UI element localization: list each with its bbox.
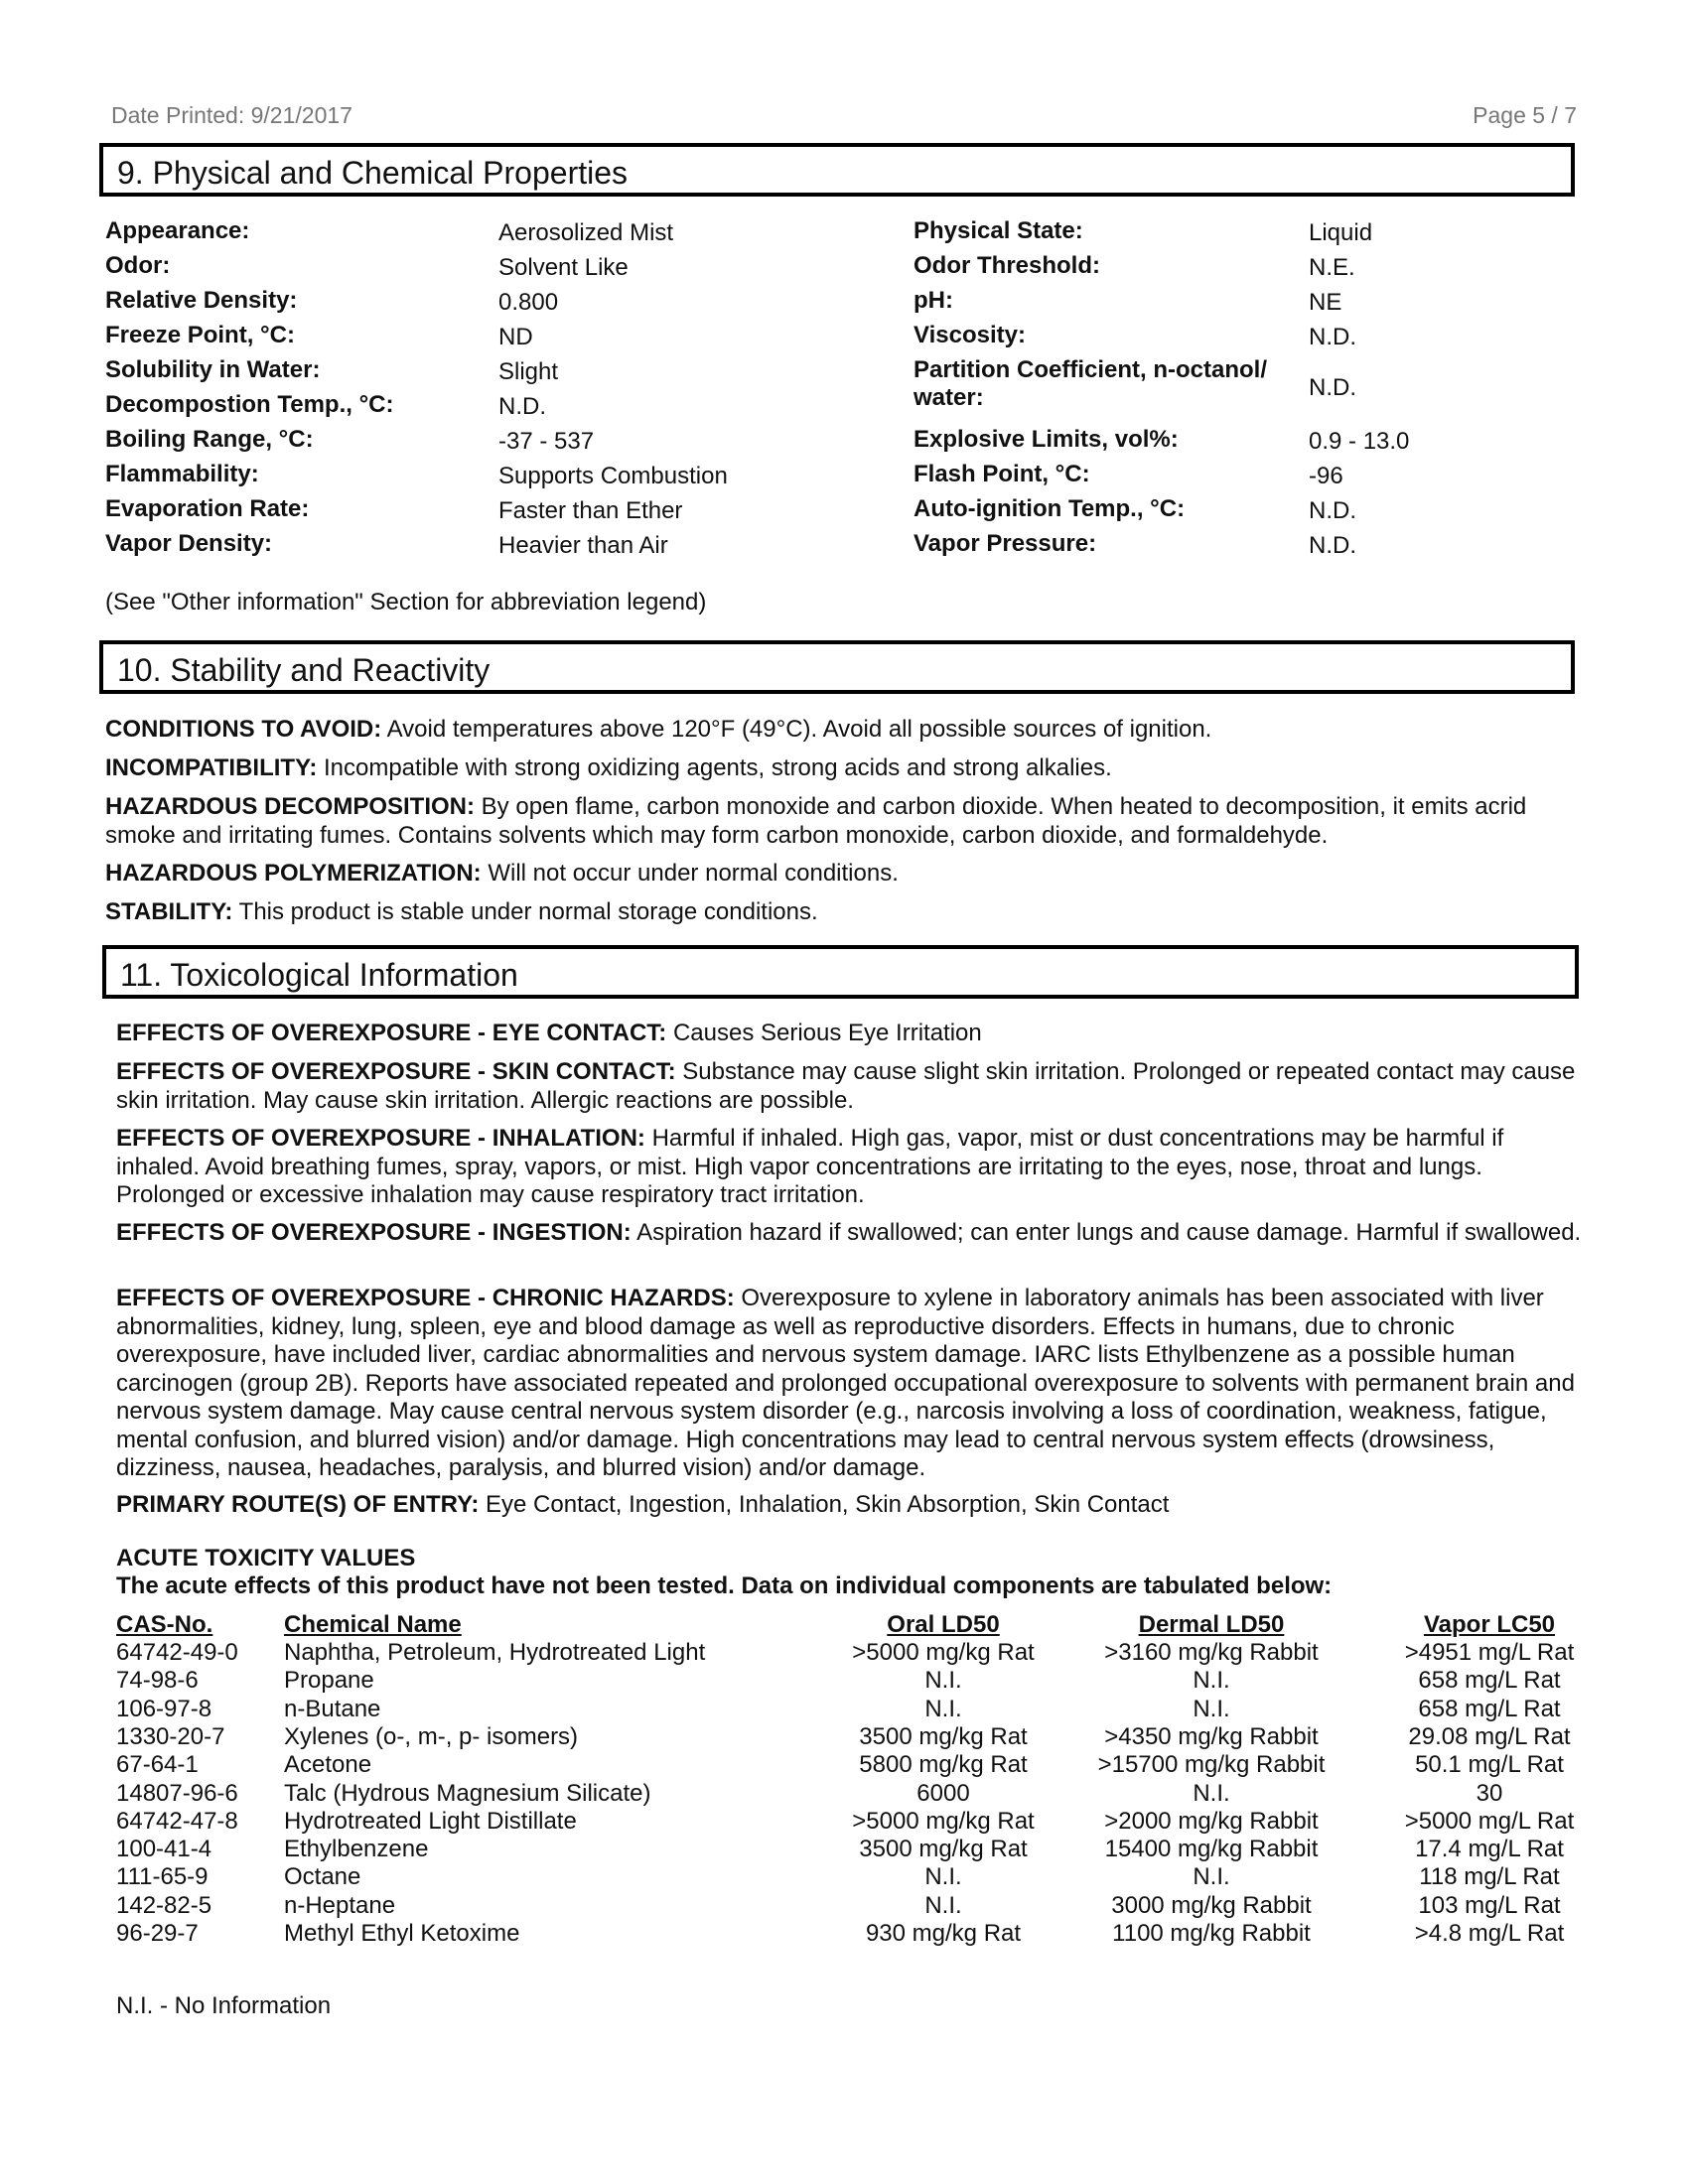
vapor-lc50-cell: 29.08 mg/L Rat bbox=[1408, 1722, 1571, 1750]
stability-item-label: HAZARDOUS DECOMPOSITION: bbox=[105, 793, 475, 820]
tox-item-label: EFFECTS OF OVEREXPOSURE - EYE CONTACT: bbox=[116, 1020, 667, 1046]
tox-item-label: EFFECTS OF OVEREXPOSURE - SKIN CONTACT: bbox=[116, 1058, 676, 1085]
chemical-name-cell: Ethylbenzene bbox=[284, 1836, 429, 1863]
oral-ld50-cell: >5000 mg/kg Rat bbox=[852, 1639, 1035, 1666]
tox-item bbox=[116, 1219, 1594, 1248]
cas-no-cell: 64742-49-0 bbox=[116, 1639, 238, 1666]
section-11-title: 11. Toxicological Information bbox=[120, 957, 518, 993]
chemical-name-cell: n-Butane bbox=[284, 1695, 381, 1722]
tox-item-text: Harmful if inhaled. High gas, vapor, mist or dust concentrations may be harmful if inhaled. Avoid breathing fumes, spray, vapors, or mist. High vapor concentrations are irritating to the eyes, nose, throat and lungs. Prolonged or excessive inhalation may cause respiratory tract irritation. bbox=[116, 1125, 1504, 1208]
vapor-lc50-cell: >4.8 mg/L Rat bbox=[1414, 1920, 1565, 1947]
tox-item bbox=[116, 1125, 1594, 1210]
tox-item bbox=[116, 1285, 1594, 1483]
tox-item bbox=[116, 1020, 1594, 1048]
prop-value: Liquid bbox=[1309, 219, 1373, 246]
tox-item-text: Aspiration hazard if swallowed; can enter lungs and cause damage. Harmful if swallowed. bbox=[631, 1219, 1582, 1246]
section-11-header bbox=[102, 945, 1579, 999]
chemical-name-cell: Hydrotreated Light Distillate bbox=[284, 1807, 577, 1835]
cas-no-cell: 111-65-9 bbox=[116, 1863, 209, 1891]
tox-item bbox=[116, 1058, 1594, 1115]
prop-value: 0.9 - 13.0 bbox=[1309, 428, 1410, 455]
vapor-lc50-cell: 30 bbox=[1476, 1779, 1503, 1807]
stability-item-text: Incompatible with strong oxidizing agents, strong acids and strong alkalies. bbox=[317, 754, 1112, 781]
chemical-name-cell: Methyl Ethyl Ketoxime bbox=[284, 1920, 520, 1947]
section-10-title: 10. Stability and Reactivity bbox=[117, 652, 491, 688]
prop-value: Solvent Like bbox=[498, 254, 629, 281]
acute-toxicity-subtitle: The acute effects of this product have not been tested. Data on individual components are tabulated below: bbox=[116, 1572, 1333, 1599]
oral-ld50-cell: >5000 mg/kg Rat bbox=[852, 1807, 1035, 1835]
dermal-ld50-cell: >15700 mg/kg Rabbit bbox=[1097, 1751, 1326, 1779]
stability-item bbox=[105, 898, 1595, 927]
abbreviation-note: (See "Other information" Section for abbreviation legend) bbox=[105, 589, 707, 615]
dermal-ld50-cell: N.I. bbox=[1193, 1779, 1230, 1807]
cas-no-cell: 74-98-6 bbox=[116, 1667, 199, 1695]
vapor-lc50-cell: 17.4 mg/L Rat bbox=[1415, 1836, 1564, 1863]
cas-no-cell: 14807-96-6 bbox=[116, 1779, 238, 1807]
stability-item bbox=[105, 793, 1595, 850]
prop-label: Appearance: bbox=[105, 217, 250, 244]
vapor-lc50-cell: 658 mg/L Rat bbox=[1418, 1695, 1561, 1722]
vapor-lc50-cell: 50.1 mg/L Rat bbox=[1415, 1751, 1564, 1779]
acute-toxicity-title: ACUTE TOXICITY VALUES bbox=[116, 1545, 416, 1571]
col-header-dermal: Dermal LD50 bbox=[1138, 1611, 1285, 1638]
prop-value: 0.800 bbox=[498, 289, 559, 316]
stability-item-text: By open flame, carbon monoxide and carbon dioxide. When heated to decomposition, it emits acrid smoke and irritating fumes. Contains solvents which may form carbon monoxide, carbon dioxide, and formaldehyde. bbox=[105, 793, 1527, 849]
tox-item-label: EFFECTS OF OVEREXPOSURE - INGESTION: bbox=[116, 1219, 632, 1246]
stability-item-label: CONDITIONS TO AVOID: bbox=[105, 716, 382, 743]
prop-value: N.D. bbox=[1309, 374, 1356, 401]
chemical-name-cell: Naphtha, Petroleum, Hydrotreated Light bbox=[284, 1639, 706, 1666]
tox-item-text: Eye Contact, Ingestion, Inhalation, Skin Absorption, Skin Contact bbox=[479, 1491, 1170, 1518]
oral-ld50-cell: 3500 mg/kg Rat bbox=[859, 1836, 1028, 1863]
cas-no-cell: 1330-20-7 bbox=[116, 1722, 225, 1750]
prop-value: N.D. bbox=[1309, 532, 1356, 559]
vapor-lc50-cell: 658 mg/L Rat bbox=[1418, 1667, 1561, 1695]
stability-item-text: Avoid temperatures above 120°F (49°C). Avoid all possible sources of ignition. bbox=[381, 716, 1212, 743]
stability-item-text: This product is stable under normal storage conditions. bbox=[232, 898, 818, 925]
section-9-title: 9. Physical and Chemical Properties bbox=[117, 155, 629, 191]
prop-label: Decompostion Temp., °C: bbox=[105, 391, 394, 418]
prop-label: Odor Threshold: bbox=[914, 252, 1100, 279]
prop-value: N.D. bbox=[1309, 324, 1356, 350]
col-header-vapor: Vapor LC50 bbox=[1423, 1611, 1556, 1638]
prop-label: Vapor Pressure: bbox=[914, 530, 1097, 557]
prop-label: Odor: bbox=[105, 252, 171, 279]
prop-label: Boiling Range, °C: bbox=[105, 426, 314, 453]
tox-item-text: Substance may cause slight skin irritation. Prolonged or repeated contact may cause skin irritation. May cause skin irritation. Allergic reactions are possible. bbox=[116, 1058, 1576, 1114]
oral-ld50-cell: 5800 mg/kg Rat bbox=[859, 1751, 1028, 1779]
dermal-ld50-cell: >2000 mg/kg Rabbit bbox=[1104, 1807, 1319, 1835]
prop-label: Auto-ignition Temp., °C: bbox=[914, 495, 1186, 522]
section-9-header bbox=[99, 143, 1575, 197]
vapor-lc50-cell: >4951 mg/L Rat bbox=[1404, 1639, 1575, 1666]
stability-item bbox=[105, 860, 1595, 888]
oral-ld50-cell: N.I. bbox=[924, 1863, 962, 1891]
cas-no-cell: 100-41-4 bbox=[116, 1836, 212, 1863]
prop-label: Evaporation Rate: bbox=[105, 495, 310, 522]
stability-item-label: INCOMPATIBILITY: bbox=[105, 754, 318, 781]
oral-ld50-cell: N.I. bbox=[924, 1891, 962, 1919]
prop-label: Physical State: bbox=[914, 217, 1083, 244]
chemical-name-cell: Xylenes (o-, m-, p- isomers) bbox=[284, 1722, 579, 1750]
dermal-ld50-cell: 1100 mg/kg Rabbit bbox=[1112, 1920, 1311, 1947]
tox-item bbox=[116, 1491, 1594, 1520]
prop-label: water: bbox=[914, 384, 984, 411]
cas-no-cell: 64742-47-8 bbox=[116, 1807, 238, 1835]
col-header-name: Chemical Name bbox=[284, 1611, 462, 1638]
dermal-ld50-cell: 3000 mg/kg Rabbit bbox=[1111, 1891, 1312, 1919]
chemical-name-cell: Acetone bbox=[284, 1751, 372, 1779]
stability-item-text: Will not occur under normal conditions. bbox=[481, 860, 899, 887]
chemical-name-cell: Talc (Hydrous Magnesium Silicate) bbox=[284, 1779, 651, 1807]
tox-item-text: Overexposure to xylene in laboratory animals has been associated with liver abnormalities, kidney, lung, spleen, eye and blood damage as well as reproductive disorders. Effects in humans, due to chronic overexposure, have included liver, cardiac abnormalities and nervous system damage. IARC lists Ethylbenzene as a possible human carcinogen (group 2B). Reports have associated repeated and prolonged occupational overexposure to solvents with permanent brain and nervous system damage. May cause central nervous system disorder (e.g., narcosis involving a loss of coordination, weakness, fatigue, mental confusion, and blurred vision) and/or damage. High concentrations may lead to central nervous system effects (drowsiness, dizziness, nausea, headaches, paralysis, and blurred vision) and/or damage. bbox=[116, 1285, 1575, 1481]
stability-item-label: STABILITY: bbox=[105, 898, 233, 925]
prop-value: N.D. bbox=[1309, 497, 1356, 524]
prop-value: NE bbox=[1309, 289, 1342, 316]
oral-ld50-cell: 3500 mg/kg Rat bbox=[859, 1722, 1028, 1750]
footnote: N.I. - No Information bbox=[116, 1992, 332, 2019]
dermal-ld50-cell: N.I. bbox=[1193, 1863, 1230, 1891]
prop-value: Faster than Ether bbox=[498, 497, 683, 524]
prop-label: Partition Coefficient, n-octanol/ bbox=[914, 356, 1268, 383]
cas-no-cell: 96-29-7 bbox=[116, 1920, 199, 1947]
prop-value: Supports Combustion bbox=[498, 463, 728, 489]
prop-label: Explosive Limits, vol%: bbox=[914, 426, 1179, 453]
prop-value: -96 bbox=[1309, 463, 1343, 489]
prop-label: Vapor Density: bbox=[105, 530, 273, 557]
prop-label: Flash Point, °C: bbox=[914, 461, 1090, 487]
col-header-oral: Oral LD50 bbox=[887, 1611, 1000, 1638]
prop-value: -37 - 537 bbox=[498, 428, 595, 455]
tox-item-label: EFFECTS OF OVEREXPOSURE - CHRONIC HAZARDS: bbox=[116, 1285, 735, 1311]
prop-value: N.E. bbox=[1309, 254, 1355, 281]
col-header-cas: CAS-No. bbox=[116, 1611, 213, 1638]
dermal-ld50-cell: N.I. bbox=[1193, 1667, 1230, 1695]
tox-item-label: EFFECTS OF OVEREXPOSURE - INHALATION: bbox=[116, 1125, 645, 1152]
cas-no-cell: 106-97-8 bbox=[116, 1695, 212, 1722]
stability-item bbox=[105, 754, 1595, 783]
prop-value: N.D. bbox=[498, 393, 546, 420]
prop-label: Viscosity: bbox=[914, 322, 1026, 348]
stability-item bbox=[105, 716, 1595, 745]
dermal-ld50-cell: >3160 mg/kg Rabbit bbox=[1104, 1639, 1319, 1666]
chemical-name-cell: n-Heptane bbox=[284, 1891, 396, 1919]
prop-label: Relative Density: bbox=[105, 287, 298, 314]
prop-value: ND bbox=[498, 324, 533, 350]
vapor-lc50-cell: 118 mg/L Rat bbox=[1419, 1863, 1560, 1891]
oral-ld50-cell: N.I. bbox=[924, 1667, 962, 1695]
prop-value: Aerosolized Mist bbox=[498, 219, 674, 246]
section-10-header bbox=[99, 640, 1575, 694]
vapor-lc50-cell: >5000 mg/L Rat bbox=[1404, 1807, 1575, 1835]
oral-ld50-cell: N.I. bbox=[924, 1695, 962, 1722]
vapor-lc50-cell: 103 mg/L Rat bbox=[1418, 1891, 1561, 1919]
prop-value: Heavier than Air bbox=[498, 532, 668, 559]
cas-no-cell: 67-64-1 bbox=[116, 1751, 199, 1779]
chemical-name-cell: Octane bbox=[284, 1863, 361, 1891]
dermal-ld50-cell: 15400 mg/kg Rabbit bbox=[1104, 1836, 1319, 1863]
chemical-name-cell: Propane bbox=[284, 1667, 374, 1695]
cas-no-cell: 142-82-5 bbox=[116, 1891, 212, 1919]
prop-label: Freeze Point, °C: bbox=[105, 322, 295, 348]
oral-ld50-cell: 930 mg/kg Rat bbox=[865, 1920, 1022, 1947]
page-number: Page 5 / 7 bbox=[1473, 102, 1577, 128]
date-printed: Date Printed: 9/21/2017 bbox=[111, 102, 352, 128]
prop-label: Flammability: bbox=[105, 461, 259, 487]
dermal-ld50-cell: N.I. bbox=[1193, 1695, 1230, 1722]
prop-value: Slight bbox=[498, 358, 559, 385]
dermal-ld50-cell: >4350 mg/kg Rabbit bbox=[1104, 1722, 1319, 1750]
oral-ld50-cell: 6000 bbox=[916, 1779, 970, 1807]
tox-item-text: Causes Serious Eye Irritation bbox=[666, 1020, 982, 1046]
stability-item-label: HAZARDOUS POLYMERIZATION: bbox=[105, 860, 482, 887]
prop-label: pH: bbox=[914, 287, 953, 314]
tox-item-label: PRIMARY ROUTE(S) OF ENTRY: bbox=[116, 1491, 480, 1518]
prop-label: Solubility in Water: bbox=[105, 356, 321, 383]
